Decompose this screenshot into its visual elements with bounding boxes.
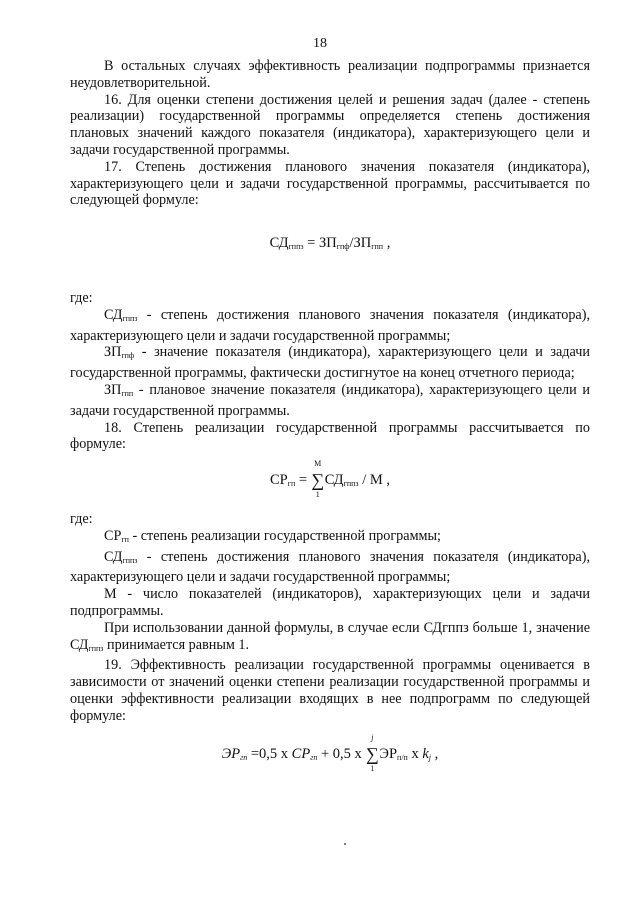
formula-program-efficiency: $ЭР_{гп} =0,5$ х $СР_{гп} + 0,5$ х j ∑ 1 $ЭР_{п/п}$ х $k_j$ , — [221, 732, 439, 773]
definition-zp-plan: $ЗП_{гпп}$ - плановое значение показателя (индикатора), характеризующего цели и задачи государственной программы. — [70, 381, 590, 419]
formula-degree-achievement: $СД_{гппз} = ЗП_{гпф}/ЗП_{гпп}$ , — [269, 235, 391, 252]
scan-speck — [344, 843, 346, 845]
definition-zp-fact: $ЗП_{гпф}$ - значение показателя (индикатора), характеризующего цели и задачи государственной программы, фактически достигнутое на конец отчетного периода; — [70, 344, 590, 382]
sum-symbol: М ∑ 1 — [311, 459, 325, 500]
document-body — [70, 58, 590, 773]
definition-sd: $СД_{гппз}$ - степень достижения планового значения показателя (индикатора), характеризующего цели и задачи государственной программы; — [70, 306, 590, 344]
paragraph-use-formula: При использовании данной формулы, в случае если СДгппз больше 1, значение $СД_{гппз}$ принимается равным 1. — [70, 619, 590, 653]
definition-sd-2: $СД_{гппз}$ - степень достижения планового значения показателя (индикатора), характеризующего цели и задачи государственной программы; — [70, 548, 590, 586]
paragraph-16: 16. Для оценки степени достижения целей и решения задач (далее - степень реализации) государственной программы определяется степень достижения плановых значений каждого показателя (индикатора), характеризующего цели и задачи государственной программы. — [70, 91, 590, 158]
paragraph-17: 17. Степень достижения планового значения показателя (индикатора), характеризующего цели и задачи государственной программы, рассчитывается по следующей формуле: — [70, 158, 590, 209]
definition-m: М - число показателей (индикаторов), характеризующих цели и задачи подпрограммы. — [70, 586, 590, 619]
page-number: 18 — [313, 36, 327, 51]
sum-symbol-2: j ∑ 1 — [365, 732, 379, 773]
where-label: где: — [70, 289, 93, 306]
paragraph-unsatisfactory: В остальных случаях эффективность реализации подпрограммы признается неудовлетворительной. — [70, 58, 590, 91]
where-label-2: где: — [70, 510, 93, 527]
formula-program-realization: $СР_{гп}$ = М ∑ 1 $СД_{гппз}$ / М , — [269, 459, 391, 500]
paragraph-19: 19. Эффективность реализации государственной программы оценивается в зависимости от значений оценки степени реализации государственной программы и оценки эффективности реализации входящих в нее подпрограмм по следующей формуле: — [70, 657, 590, 724]
definition-sr: $СР_{гп}$ - степень реализации государственной программы; — [104, 527, 441, 544]
paragraph-18: 18. Степень реализации государственной программы рассчитывается по формуле: — [70, 419, 590, 453]
